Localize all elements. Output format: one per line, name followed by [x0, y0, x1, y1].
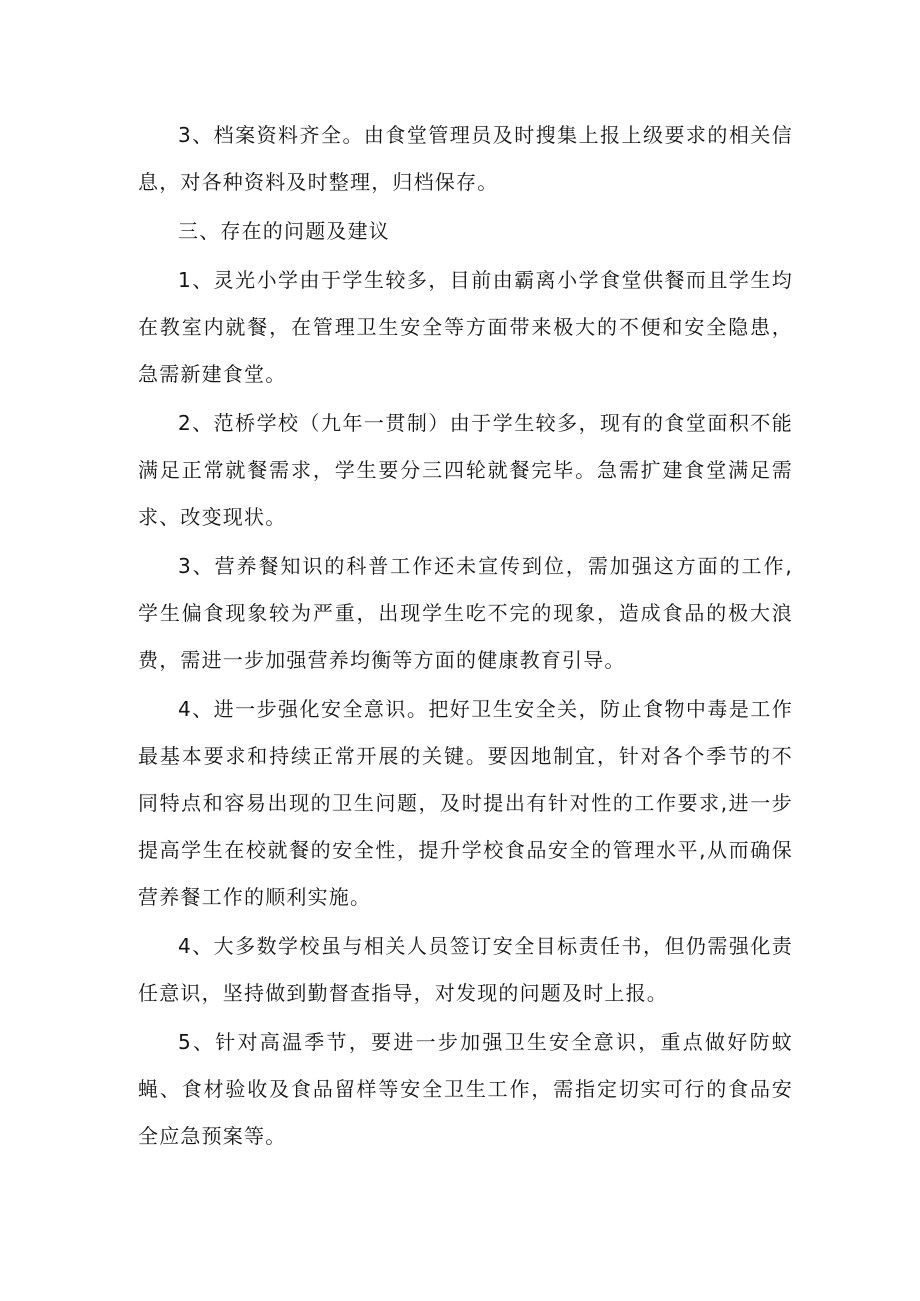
section-heading-problems-suggestions: 三、存在的问题及建议 — [178, 219, 390, 243]
paragraph-summer-hygiene: 5、针对高温季节，要进一步加强卫生安全意识，重点做好防蚊蝇、食材验收及食品留样等安全卫生工作，需指定切实可行的食品安全应急预案等。 — [138, 1030, 793, 1148]
document-body — [138, 112, 793, 1162]
paragraph-fanqiao-school: 2、范桥学校（九年一贯制）由于学生较多，现有的食堂面积不能满足正常就餐需求，学生要分三四轮就餐完毕。急需扩建食堂满足需求、改变现状。 — [138, 411, 793, 529]
paragraph-nutrition-education: 3、营养餐知识的科普工作还未宣传到位，需加强这方面的工作,学生偏食现象较为严重，出现学生吃不完的现象，造成食品的极大浪费，需进一步加强营养均衡等方面的健康教育引导。 — [138, 554, 793, 672]
paragraph-responsibility: 4、大多数学校虽与相关人员签订安全目标责任书，但仍需强化责任意识，坚持做到勤督查指导，对发现的问题及时上报。 — [138, 934, 793, 1005]
paragraph-archive-records: 3、档案资料齐全。由食堂管理员及时搜集上报上级要求的相关信息，对各种资料及时整理，归档保存。 — [138, 123, 793, 194]
paragraph-safety-awareness: 4、进一步强化安全意识。把好卫生安全关，防止食物中毒是工作最基本要求和持续正常开展的关键。要因地制宜，针对各个季节的不同特点和容易出现的卫生问题，及时提出有针对性的工作要求,进一步提高学生在校就餐的安全性，提升学校食品安全的管理水平,从而确保营养餐工作的顺利实施。 — [138, 697, 793, 909]
paragraph-lingguang-school: 1、灵光小学由于学生较多，目前由霸离小学食堂供餐而且学生均在教室内就餐，在管理卫生安全等方面带来极大的不便和安全隐患，急需新建食堂。 — [138, 268, 793, 386]
